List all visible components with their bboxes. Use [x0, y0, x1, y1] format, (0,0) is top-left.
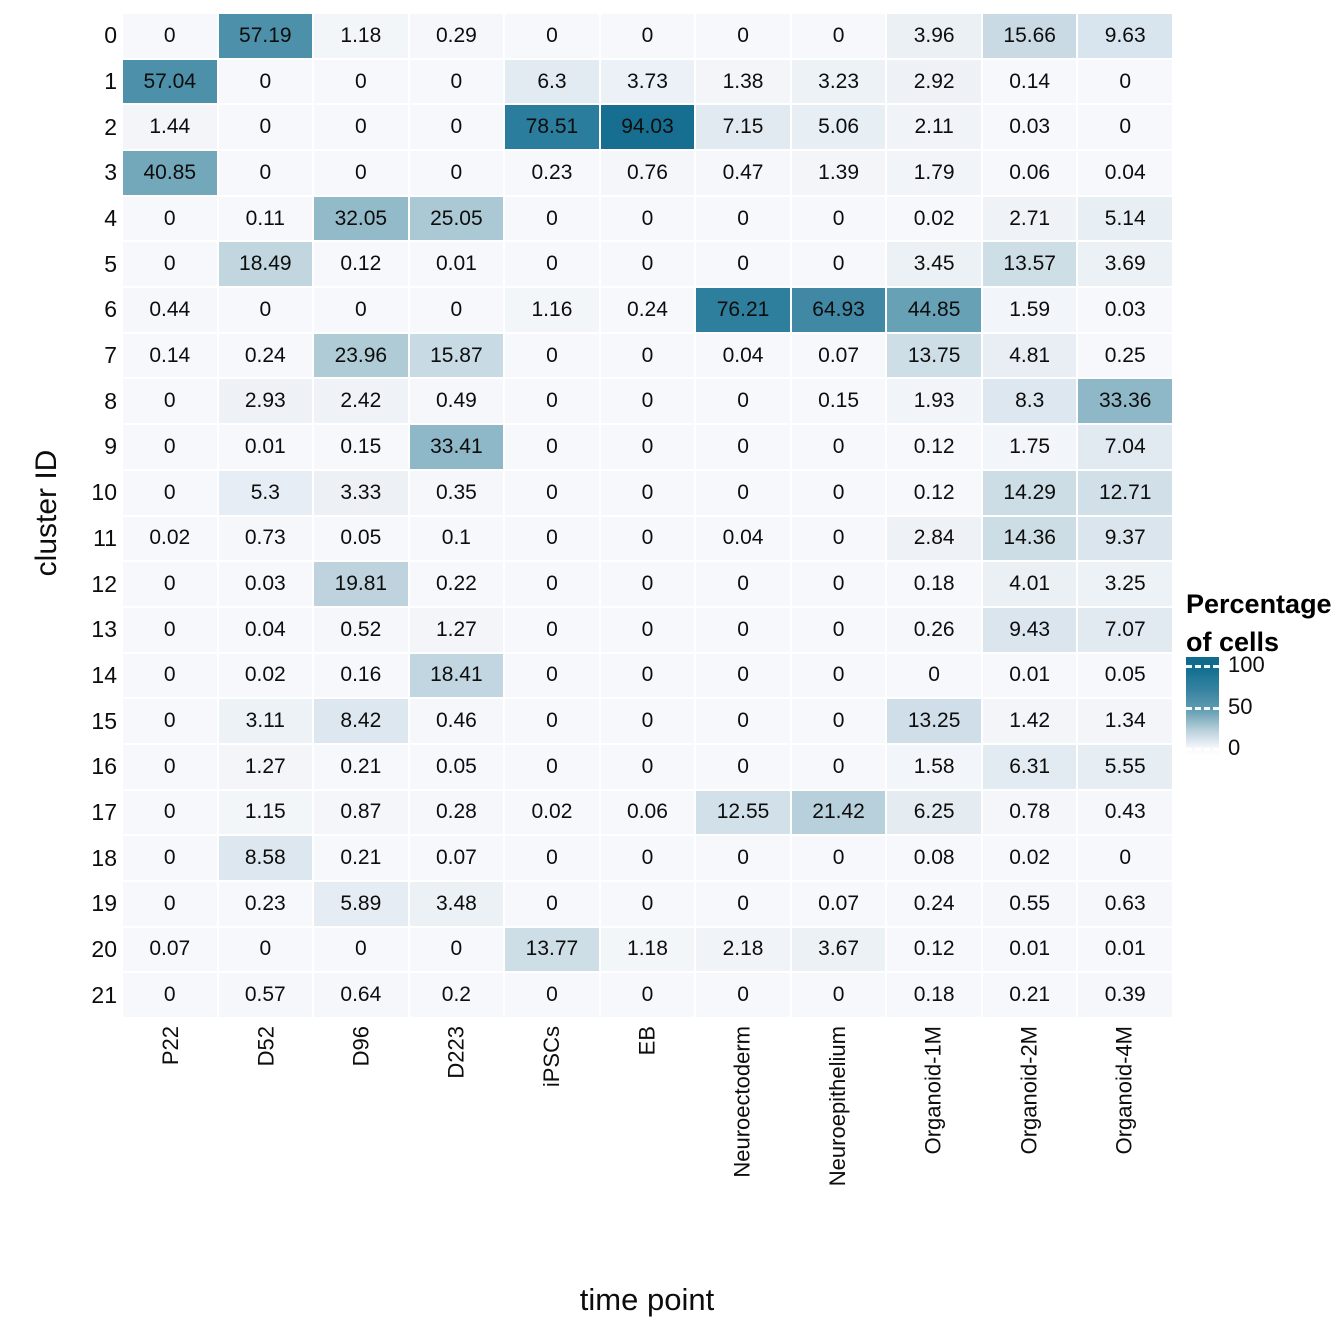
y-tick-label: 20	[91, 935, 117, 962]
y-tick-label: 14	[91, 661, 117, 688]
heatmap-cell: 0.03	[983, 105, 1077, 149]
heatmap-cell: 5.89	[314, 882, 408, 926]
heatmap-cell: 0	[792, 425, 886, 469]
heatmap-cell: 0	[410, 60, 504, 104]
heatmap-cell: 13.25	[887, 699, 981, 743]
heatmap-cell: 0.28	[410, 791, 504, 835]
heatmap-cell: 0	[601, 334, 695, 378]
y-tick-label: 3	[104, 159, 117, 186]
heatmap-cell: 0.87	[314, 791, 408, 835]
heatmap-cell: 0.05	[314, 517, 408, 561]
heatmap-cell: 1.34	[1078, 699, 1172, 743]
heatmap-cell: 0.08	[887, 836, 981, 880]
heatmap-cell: 15.66	[983, 14, 1077, 58]
legend-title-line2: of cells	[1186, 627, 1280, 657]
heatmap-cell: 3.73	[601, 60, 695, 104]
y-tick-label: 17	[91, 798, 117, 825]
heatmap-cell: 5.3	[219, 471, 313, 515]
heatmap-cell: 0	[601, 836, 695, 880]
heatmap-cell: 1.18	[601, 928, 695, 972]
heatmap-cell: 0.14	[123, 334, 217, 378]
heatmap-cell: 0	[505, 379, 599, 423]
heatmap-cell: 1.27	[410, 608, 504, 652]
heatmap-cell: 0	[601, 425, 695, 469]
heatmap-cell: 2.84	[887, 517, 981, 561]
heatmap-cell: 0	[1078, 105, 1172, 149]
heatmap-cell: 0.01	[410, 242, 504, 286]
heatmap-cell: 0.07	[792, 334, 886, 378]
heatmap-cell: 0.02	[983, 836, 1077, 880]
heatmap-cell: 0	[123, 882, 217, 926]
heatmap-cell: 0	[505, 882, 599, 926]
x-tick-label: Organoid-2M	[1015, 1026, 1041, 1155]
heatmap-cell: 0	[601, 562, 695, 606]
heatmap-cell: 19.81	[314, 562, 408, 606]
heatmap-cell: 94.03	[601, 105, 695, 149]
heatmap-cell: 1.75	[983, 425, 1077, 469]
heatmap-cell: 0	[696, 425, 790, 469]
heatmap-cell: 0	[410, 928, 504, 972]
heatmap-cell: 0.55	[983, 882, 1077, 926]
x-tick-label: Organoid-4M	[1111, 1026, 1137, 1155]
heatmap-cell: 1.38	[696, 60, 790, 104]
heatmap-cell: 76.21	[696, 288, 790, 332]
x-tick-label: Neuroectoderm	[729, 1026, 755, 1178]
heatmap-cell: 0.23	[505, 151, 599, 195]
heatmap-cell: 78.51	[505, 105, 599, 149]
heatmap-cell: 0	[601, 242, 695, 286]
heatmap-cell: 0	[696, 471, 790, 515]
heatmap-cell: 0.23	[219, 882, 313, 926]
heatmap-cell: 0	[505, 745, 599, 789]
heatmap-cell: 3.11	[219, 699, 313, 743]
heatmap-cell: 1.15	[219, 791, 313, 835]
heatmap-cell: 0	[219, 151, 313, 195]
heatmap-cell: 0	[601, 608, 695, 652]
heatmap-cell: 0	[601, 882, 695, 926]
heatmap-cell: 0	[505, 562, 599, 606]
heatmap-cell: 8.42	[314, 699, 408, 743]
y-tick-label: 12	[91, 570, 117, 597]
heatmap-cell: 0.03	[219, 562, 313, 606]
heatmap-cell: 0.15	[792, 379, 886, 423]
heatmap-cell: 2.18	[696, 928, 790, 972]
heatmap-cell: 0.52	[314, 608, 408, 652]
y-tick-label: 1	[104, 68, 117, 95]
heatmap-cell: 3.45	[887, 242, 981, 286]
heatmap-cell: 0	[696, 14, 790, 58]
heatmap-cell: 0.12	[887, 928, 981, 972]
y-tick-label: 18	[91, 844, 117, 871]
heatmap-cell: 0	[505, 242, 599, 286]
y-tick-label: 15	[91, 707, 117, 734]
heatmap-cell: 0	[696, 836, 790, 880]
heatmap-cell: 0.02	[123, 517, 217, 561]
heatmap-cell: 0	[505, 836, 599, 880]
heatmap-cell: 0	[505, 334, 599, 378]
heatmap-cell: 57.19	[219, 14, 313, 58]
heatmap-cell: 0	[314, 151, 408, 195]
x-tick-label: D52	[253, 1026, 279, 1067]
heatmap-cell: 6.3	[505, 60, 599, 104]
y-tick-label: 16	[91, 753, 117, 780]
heatmap-cell: 0	[123, 654, 217, 698]
heatmap-cell: 0.21	[314, 745, 408, 789]
legend-tick-label: 100	[1228, 652, 1265, 677]
heatmap-cell: 0.06	[601, 791, 695, 835]
heatmap-cell: 0	[505, 471, 599, 515]
heatmap-cell: 12.71	[1078, 471, 1172, 515]
heatmap-cell: 9.43	[983, 608, 1077, 652]
heatmap-cell: 0	[505, 425, 599, 469]
legend-title	[1186, 585, 1342, 661]
heatmap-cell: 0	[792, 836, 886, 880]
colorbar-tick-mark	[1186, 665, 1219, 668]
heatmap-cell: 57.04	[123, 60, 217, 104]
legend-tick-label: 50	[1228, 693, 1253, 719]
heatmap-cell: 0.11	[219, 197, 313, 241]
heatmap-cell: 0	[123, 836, 217, 880]
heatmap-cell: 3.48	[410, 882, 504, 926]
heatmap-cell: 0	[792, 699, 886, 743]
heatmap-cell: 4.01	[983, 562, 1077, 606]
heatmap-cell: 0.24	[601, 288, 695, 332]
heatmap-cell: 18.41	[410, 654, 504, 698]
heatmap-cell: 0	[410, 151, 504, 195]
heatmap-cell: 0	[123, 14, 217, 58]
heatmap-cell: 1.58	[887, 745, 981, 789]
heatmap-cell: 0	[792, 517, 886, 561]
heatmap-cell: 0	[219, 60, 313, 104]
heatmap-cell: 0	[696, 973, 790, 1017]
legend-title-line1: Percentage	[1186, 589, 1332, 619]
legend-tick-label: 0	[1228, 735, 1241, 760]
heatmap-cell: 0	[792, 745, 886, 789]
heatmap-cell: 0	[601, 197, 695, 241]
x-tick-label: EB	[634, 1026, 660, 1056]
heatmap-cell: 0.04	[696, 517, 790, 561]
heatmap-cell: 0.24	[887, 882, 981, 926]
heatmap-cell: 0.39	[1078, 973, 1172, 1017]
heatmap-cell: 0	[505, 973, 599, 1017]
heatmap-cell: 0	[314, 60, 408, 104]
y-axis-title: cluster ID	[30, 449, 63, 577]
heatmap-cell: 0	[792, 562, 886, 606]
heatmap-cell: 0	[123, 608, 217, 652]
heatmap-cell: 0.29	[410, 14, 504, 58]
heatmap-cell: 0	[696, 608, 790, 652]
heatmap-cell: 13.57	[983, 242, 1077, 286]
heatmap-cell: 1.93	[887, 379, 981, 423]
heatmap-cell: 0	[505, 608, 599, 652]
heatmap-cell: 1.18	[314, 14, 408, 58]
heatmap-cell: 14.29	[983, 471, 1077, 515]
heatmap-cell: 0	[505, 197, 599, 241]
heatmap-cell: 2.11	[887, 105, 981, 149]
heatmap-grid	[123, 14, 1172, 1017]
heatmap-cell: 8.58	[219, 836, 313, 880]
heatmap-cell: 0	[123, 425, 217, 469]
colorbar-tick-mark	[1186, 748, 1219, 751]
heatmap-cell: 0.01	[219, 425, 313, 469]
heatmap-cell: 0	[123, 699, 217, 743]
heatmap-cell: 7.07	[1078, 608, 1172, 652]
y-tick-label: 19	[91, 890, 117, 917]
heatmap-cell: 0	[410, 105, 504, 149]
heatmap-cell: 2.92	[887, 60, 981, 104]
heatmap-cell: 0.02	[887, 197, 981, 241]
heatmap-cell: 0.26	[887, 608, 981, 652]
heatmap-cell: 33.36	[1078, 379, 1172, 423]
heatmap-cell: 0	[601, 745, 695, 789]
heatmap-cell: 0	[410, 288, 504, 332]
heatmap-cell: 1.79	[887, 151, 981, 195]
heatmap-cell: 0	[123, 973, 217, 1017]
heatmap-cell: 13.77	[505, 928, 599, 972]
heatmap-cell: 0.21	[314, 836, 408, 880]
heatmap-cell: 3.23	[792, 60, 886, 104]
heatmap-cell: 6.31	[983, 745, 1077, 789]
heatmap-cell: 2.93	[219, 379, 313, 423]
heatmap-cell: 0.07	[792, 882, 886, 926]
heatmap-cell: 0	[792, 471, 886, 515]
heatmap-cell: 0.04	[1078, 151, 1172, 195]
heatmap-cell: 0.15	[314, 425, 408, 469]
heatmap-cell: 0.24	[219, 334, 313, 378]
heatmap-cell: 0	[505, 517, 599, 561]
heatmap-cell: 0.1	[410, 517, 504, 561]
heatmap-cell: 0.05	[410, 745, 504, 789]
heatmap-cell: 0.63	[1078, 882, 1172, 926]
heatmap-cell: 0.12	[314, 242, 408, 286]
heatmap-cell: 0.43	[1078, 791, 1172, 835]
heatmap-cell: 3.96	[887, 14, 981, 58]
heatmap-cell: 13.75	[887, 334, 981, 378]
heatmap-cell: 0.16	[314, 654, 408, 698]
heatmap-cell: 0	[601, 699, 695, 743]
heatmap-cell: 0.04	[219, 608, 313, 652]
x-tick-label: D96	[348, 1026, 374, 1067]
heatmap-cell: 0.14	[983, 60, 1077, 104]
heatmap-cell: 14.36	[983, 517, 1077, 561]
heatmap-cell: 0	[792, 608, 886, 652]
heatmap-cell: 0.49	[410, 379, 504, 423]
heatmap-cell: 8.3	[983, 379, 1077, 423]
heatmap-cell: 0	[123, 745, 217, 789]
heatmap-cell: 0.05	[1078, 654, 1172, 698]
heatmap-cell: 5.06	[792, 105, 886, 149]
heatmap-cell: 0	[792, 973, 886, 1017]
x-tick-label: iPSCs	[539, 1026, 565, 1088]
heatmap-cell: 0.21	[983, 973, 1077, 1017]
heatmap-cell: 3.67	[792, 928, 886, 972]
heatmap-cell: 1.44	[123, 105, 217, 149]
heatmap-cell: 9.37	[1078, 517, 1172, 561]
heatmap-cell: 18.49	[219, 242, 313, 286]
heatmap-cell: 0	[219, 928, 313, 972]
x-axis-title: time point	[579, 1282, 715, 1317]
heatmap-cell: 0.12	[887, 425, 981, 469]
heatmap-cell: 1.42	[983, 699, 1077, 743]
x-tick-label: Neuroepithelium	[825, 1026, 851, 1187]
heatmap-cell: 0	[123, 197, 217, 241]
heatmap-cell: 1.27	[219, 745, 313, 789]
heatmap-cell: 0	[792, 654, 886, 698]
heatmap-cell: 0	[696, 562, 790, 606]
heatmap-cell: 0.02	[505, 791, 599, 835]
y-tick-label: 5	[104, 250, 117, 277]
heatmap-cell: 33.41	[410, 425, 504, 469]
heatmap-cell: 0	[123, 562, 217, 606]
heatmap-cell: 0	[696, 882, 790, 926]
y-tick-label: 6	[104, 296, 117, 323]
heatmap-cell: 64.93	[792, 288, 886, 332]
heatmap-cell: 0.01	[1078, 928, 1172, 972]
heatmap-cell: 15.87	[410, 334, 504, 378]
heatmap-cell: 0	[887, 654, 981, 698]
heatmap-cell: 1.16	[505, 288, 599, 332]
heatmap-cell: 0.18	[887, 973, 981, 1017]
heatmap-cell: 0	[601, 14, 695, 58]
y-tick-label: 7	[104, 342, 117, 369]
heatmap-cell: 0	[505, 14, 599, 58]
heatmap-cell: 5.14	[1078, 197, 1172, 241]
x-tick-label: Organoid-1M	[920, 1026, 946, 1155]
heatmap-cell: 0	[314, 105, 408, 149]
y-tick-label: 4	[104, 205, 117, 232]
heatmap-cell: 0.47	[696, 151, 790, 195]
y-tick-label: 10	[91, 479, 117, 506]
heatmap-cell: 7.04	[1078, 425, 1172, 469]
heatmap-cell: 0.18	[887, 562, 981, 606]
heatmap-cell: 0.78	[983, 791, 1077, 835]
heatmap-cell: 23.96	[314, 334, 408, 378]
heatmap-cell: 0	[792, 14, 886, 58]
heatmap-cell: 0	[792, 242, 886, 286]
heatmap-cell: 0	[696, 242, 790, 286]
heatmap-cell: 0.07	[123, 928, 217, 972]
heatmap-cell: 0.46	[410, 699, 504, 743]
heatmap-cell: 0	[123, 791, 217, 835]
heatmap-cell: 2.71	[983, 197, 1077, 241]
y-tick-label: 13	[91, 616, 117, 643]
heatmap-cell: 1.59	[983, 288, 1077, 332]
heatmap-cell: 0	[314, 288, 408, 332]
heatmap-cell: 0	[314, 928, 408, 972]
heatmap-cell: 0	[505, 654, 599, 698]
colorbar	[1186, 657, 1219, 756]
heatmap-cell: 32.05	[314, 197, 408, 241]
colorbar-tick-mark	[1186, 707, 1219, 710]
x-tick-label: P22	[157, 1026, 183, 1066]
heatmap-cell: 0	[1078, 60, 1172, 104]
heatmap-cell: 0.22	[410, 562, 504, 606]
x-tick-label: D223	[443, 1026, 469, 1079]
heatmap-cell: 0	[792, 197, 886, 241]
heatmap-cell: 25.05	[410, 197, 504, 241]
heatmap-cell: 0.73	[219, 517, 313, 561]
heatmap-cell: 44.85	[887, 288, 981, 332]
heatmap-cell: 0.35	[410, 471, 504, 515]
heatmap-cell: 0	[505, 699, 599, 743]
heatmap-cell: 0.57	[219, 973, 313, 1017]
heatmap-cell: 0	[601, 973, 695, 1017]
heatmap-cell: 3.25	[1078, 562, 1172, 606]
heatmap-cell: 0	[219, 105, 313, 149]
y-tick-label: 0	[104, 22, 117, 49]
heatmap-cell: 4.81	[983, 334, 1077, 378]
heatmap-cell: 21.42	[792, 791, 886, 835]
heatmap-cell: 0	[1078, 836, 1172, 880]
heatmap-cell: 0.64	[314, 973, 408, 1017]
heatmap-cell: 0	[123, 242, 217, 286]
heatmap-cell: 0.06	[983, 151, 1077, 195]
heatmap-cell: 0	[601, 379, 695, 423]
heatmap-cell: 3.69	[1078, 242, 1172, 286]
heatmap-cell: 6.25	[887, 791, 981, 835]
heatmap-cell: 0	[696, 745, 790, 789]
heatmap-cell: 0.04	[696, 334, 790, 378]
heatmap-cell: 0	[601, 654, 695, 698]
heatmap-cell: 7.15	[696, 105, 790, 149]
heatmap-cell: 0	[219, 288, 313, 332]
heatmap-cell: 0	[696, 197, 790, 241]
heatmap-cell: 0.2	[410, 973, 504, 1017]
heatmap-cell: 0.12	[887, 471, 981, 515]
heatmap-cell: 5.55	[1078, 745, 1172, 789]
heatmap-cell: 1.39	[792, 151, 886, 195]
heatmap-cell: 0.01	[983, 654, 1077, 698]
heatmap-cell: 0	[123, 379, 217, 423]
heatmap-cell: 0.03	[1078, 288, 1172, 332]
heatmap-cell: 0.25	[1078, 334, 1172, 378]
heatmap-cell: 3.33	[314, 471, 408, 515]
heatmap-cell: 12.55	[696, 791, 790, 835]
y-tick-label: 8	[104, 387, 117, 414]
heatmap-cell: 0	[696, 379, 790, 423]
heatmap-cell: 0	[696, 699, 790, 743]
heatmap-cell: 0.44	[123, 288, 217, 332]
heatmap-cell: 0.07	[410, 836, 504, 880]
heatmap-cell: 0	[696, 654, 790, 698]
y-tick-label: 21	[91, 981, 117, 1008]
heatmap-cell: 0	[123, 471, 217, 515]
heatmap-cell: 0.01	[983, 928, 1077, 972]
y-tick-label: 9	[104, 433, 117, 460]
heatmap-cell: 0	[601, 517, 695, 561]
heatmap-cell: 2.42	[314, 379, 408, 423]
heatmap-cell: 0.76	[601, 151, 695, 195]
heatmap-cell: 9.63	[1078, 14, 1172, 58]
heatmap-cell: 0	[601, 471, 695, 515]
y-tick-label: 11	[93, 524, 117, 551]
heatmap-cell: 40.85	[123, 151, 217, 195]
y-tick-label: 2	[104, 113, 117, 140]
heatmap-cell: 0.02	[219, 654, 313, 698]
